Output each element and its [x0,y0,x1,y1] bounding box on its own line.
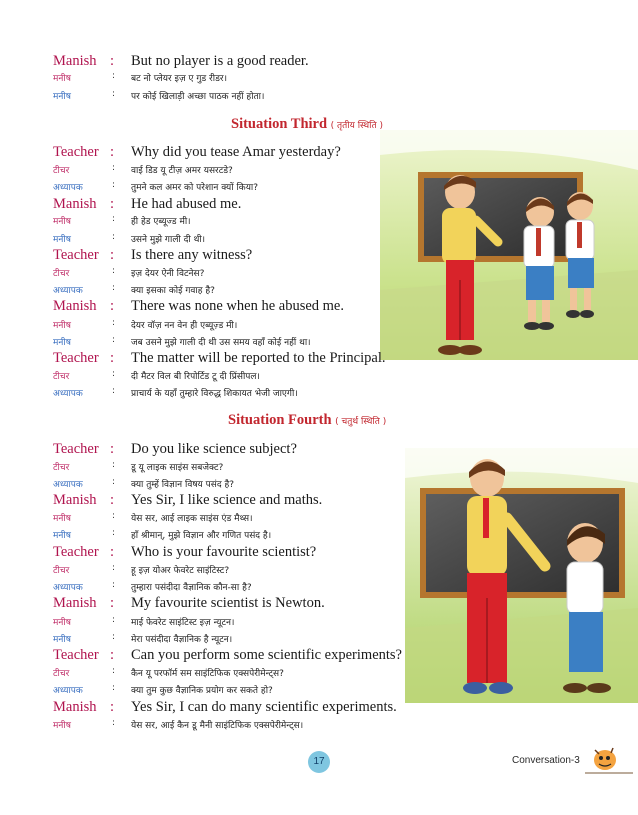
situation-heading [228,412,386,429]
speaker-name-hindi: टीचर [53,669,70,679]
transliteration-text: येस सर, आई लाइक साइंस एंड मैथ्स। [131,514,253,524]
separator: : [112,386,116,396]
dialogue-line [0,699,420,717]
dialogue-line [0,595,420,613]
english-sentence: The matter will be reported to the Principal. [131,350,386,366]
english-sentence: Why did you tease Amar yesterday? [131,144,341,160]
speaker-name: Teacher [53,350,99,366]
speaker-name: Teacher [53,441,99,457]
separator: : [112,318,116,328]
speaker-name-hindi: मनीष [53,635,71,645]
speaker-name-hindi: अध्यापक [53,183,83,193]
separator: : [112,369,116,379]
speaker-name: Teacher [53,544,99,560]
separator: : [110,53,115,69]
dialogue-line [0,441,420,459]
hindi-translation: उसने मुझे गाली दी थी। [131,235,206,245]
separator: : [112,718,116,728]
english-sentence: But no player is a good reader. [131,53,309,69]
speaker-name-hindi: टीचर [53,566,70,576]
dialogue-line [0,492,420,510]
speaker-name-hindi: मनीष [53,514,71,524]
english-sentence: There was none when he abused me. [131,298,344,314]
speaker-name-hindi: अध्यापक [53,389,83,399]
speaker-name-hindi: मनीष [53,217,71,227]
transliteration-text: कैन यू परफॉर्म सम साइंटिफिक एक्सपेरीमेन्ट्स? [131,669,284,679]
speaker-name: Manish [53,53,97,69]
dialogue-line [0,53,420,71]
speaker-name: Teacher [53,647,99,663]
hindi-translation: तुमने कल अमर को परेशान क्यों किया? [131,183,259,193]
speaker-name-hindi: अध्यापक [53,286,83,296]
hindi-translation: प्राचार्य के यहाँ तुम्हारे विरुद्ध शिकायत भेजी जाएगी। [131,389,298,399]
speaker-name: Teacher [53,247,99,263]
separator: : [112,666,116,676]
transliteration-line [0,666,420,684]
transliteration-text: बट नो प्लेयर इज़ ए गुड रीडर। [131,74,227,84]
separator: : [112,511,116,521]
speaker-name-hindi: टीचर [53,463,70,473]
separator: : [110,144,115,160]
separator: : [110,247,115,263]
separator: : [110,441,115,457]
separator: : [112,580,116,590]
speaker-name: Manish [53,298,97,314]
transliteration-text: दी मैटर विल बी रिपोर्टिड टू दी प्रिंसीपल। [131,372,260,382]
transliteration-line [0,615,420,633]
english-sentence: Can you perform some scientific experiments? [131,647,402,663]
hindi-translation: हाँ श्रीमान्, मुझे विज्ञान और गणित पसंद है। [131,531,272,541]
speaker-name-hindi: टीचर [53,269,70,279]
transliteration-text: हू इज़ योअर फेवरेट साइंटिस्ट? [131,566,230,576]
transliteration-line [0,718,420,736]
separator: : [112,214,116,224]
hindi-translation: तुम्हारा पसंदीदा वैज्ञानिक कौन-सा है? [131,583,252,593]
speaker-name-hindi: मनीष [53,321,71,331]
transliteration-line [0,318,420,336]
separator: : [110,647,115,663]
separator: : [110,595,115,611]
dialogue-line [0,647,420,665]
speaker-name-hindi: अध्यापक [53,583,83,593]
english-sentence: Yes Sir, I like science and maths. [131,492,323,508]
speaker-name-hindi: मनीष [53,721,71,731]
hindi-translation: क्या तुम्हें विज्ञान विषय पसंद है? [131,480,235,490]
separator: : [112,615,116,625]
speaker-name-hindi: टीचर [53,372,70,382]
separator: : [112,477,116,487]
transliteration-text: वाई डिड यू टीज़ अमर यसरटडे? [131,166,233,176]
dialogue-line [0,350,420,368]
speaker-name: Manish [53,196,97,212]
separator: : [112,283,116,293]
speaker-name-hindi: मनीष [53,338,71,348]
english-sentence: Is there any witness? [131,247,253,263]
separator: : [110,492,115,508]
separator: : [110,544,115,560]
dialogue-line [0,144,420,162]
speaker-name-hindi: मनीष [53,92,71,102]
transliteration-text: येस सर, आई कैन डू मैनी साइंटिफिक एक्सपेरीमेन्ट्स। [131,721,304,731]
situation-subtitle: ( चतुर्थ स्थिति ) [335,417,387,427]
hindi-translation: जब उसने मुझे गाली दी थी उस समय वहाँ कोई नहीं था। [131,338,311,348]
transliteration-line [0,163,420,181]
situation-heading [231,116,383,133]
speaker-name-hindi: टीचर [53,166,70,176]
dialogue-line [0,247,420,265]
speaker-name: Teacher [53,144,99,160]
speaker-name-hindi: मनीष [53,531,71,541]
chapter-label: Conversation-3 [512,755,580,766]
transliteration-line [0,266,420,284]
separator: : [112,460,116,470]
speaker-name: Manish [53,699,97,715]
speaker-name: Manish [53,492,97,508]
english-sentence: My favourite scientist is Newton. [131,595,325,611]
transliteration-text: ही हेड एब्यूज्ड मी। [131,217,191,227]
page-number: 17 [308,751,330,773]
transliteration-line [0,214,420,232]
separator: : [112,632,116,642]
separator: : [110,699,115,715]
translation-line [0,89,420,107]
dialogue-line [0,298,420,316]
mascot-icon [583,744,633,774]
transliteration-text: देयर वॉज़ नन वेन ही एब्यूज़्ड मी। [131,321,238,331]
separator: : [112,232,116,242]
dialogue-line [0,196,420,214]
english-sentence: Yes Sir, I can do many scientific experiments. [131,699,397,715]
separator: : [112,683,116,693]
separator: : [112,163,116,173]
hindi-translation: मेरा पसंदीदा वैज्ञानिक है न्यूटन। [131,635,233,645]
separator: : [110,298,115,314]
separator: : [112,335,116,345]
situation-subtitle: ( तृतीय स्थिति ) [330,121,383,131]
transliteration-text: डू यू लाइक साइंस सबजेक्ट? [131,463,224,473]
transliteration-line [0,511,420,529]
separator: : [110,196,115,212]
hindi-translation: क्या इसका कोई गवाह है? [131,286,215,296]
separator: : [110,350,115,366]
english-sentence: He had abused me. [131,196,242,212]
situation-title: Situation Third [231,116,328,132]
transliteration-line [0,71,420,89]
dialogue-line [0,544,420,562]
speaker-name-hindi: अध्यापक [53,480,83,490]
speaker-name-hindi: मनीष [53,74,71,84]
separator: : [112,266,116,276]
transliteration-line [0,369,420,387]
separator: : [112,180,116,190]
speaker-name-hindi: मनीष [53,618,71,628]
separator: : [112,89,116,99]
translation-line [0,386,420,404]
situation-title: Situation Fourth [228,412,332,428]
transliteration-text: इज़ देयर ऐनी विटनेस? [131,269,205,279]
speaker-name-hindi: अध्यापक [53,686,83,696]
hindi-translation: क्या तुम कुछ वैज्ञानिक प्रयोग कर सकते हो? [131,686,273,696]
transliteration-text: माई फेवरेट साइंटिस्ट इज़ न्यूटन। [131,618,235,628]
speaker-name-hindi: मनीष [53,235,71,245]
english-sentence: Who is your favourite scientist? [131,544,317,560]
transliteration-line [0,460,420,478]
hindi-translation: पर कोई खिलाड़ी अच्छा पाठक नहीं होता। [131,92,265,102]
speaker-name: Manish [53,595,97,611]
separator: : [112,563,116,573]
separator: : [112,528,116,538]
separator: : [112,71,116,81]
english-sentence: Do you like science subject? [131,441,297,457]
transliteration-line [0,563,420,581]
classroom-illustration-fourth [405,448,638,703]
